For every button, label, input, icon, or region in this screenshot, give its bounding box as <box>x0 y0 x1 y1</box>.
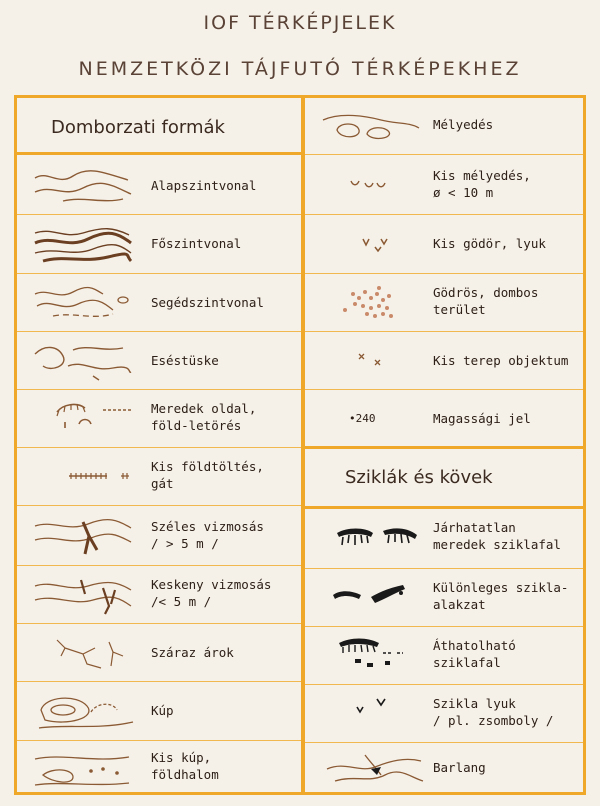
legend-row <box>17 682 301 741</box>
cave-icon <box>325 747 425 787</box>
legend-label: Mélyedés <box>433 117 494 132</box>
legend-row <box>17 448 301 506</box>
legend-row <box>17 566 301 624</box>
legend-label: Szikla lyuk / pl. zsomboly / <box>433 696 554 728</box>
legend-row <box>305 685 583 743</box>
pit-icon <box>361 237 391 251</box>
legend-row <box>305 627 583 685</box>
legend-label: Keskeny vizmosás /< 5 m / <box>151 577 272 609</box>
legend-label: Kis gödör, lyuk <box>433 236 546 251</box>
rocky-pit-icon <box>355 695 395 715</box>
special-feature-icon <box>357 352 387 368</box>
form-line-icon <box>33 286 133 320</box>
legend-label: Barlang <box>433 760 486 775</box>
spot-height-icon: •240 <box>349 412 376 425</box>
legend-label: Főszintvonal <box>151 236 242 251</box>
section-heading: Sziklák és kövek <box>345 467 493 488</box>
page-subtitle: NEMZETKÖZI TÁJFUTÓ TÉRKÉPEKHEZ <box>78 58 522 80</box>
legend-label: Száraz árok <box>151 645 234 660</box>
legend-row <box>305 509 583 569</box>
legend-row <box>305 274 583 332</box>
legend-row <box>305 569 583 627</box>
legend-row <box>17 390 301 448</box>
legend-label: Segédszintvonal <box>151 295 264 310</box>
wide-gully-icon <box>33 516 133 556</box>
narrow-gully-icon <box>33 576 133 616</box>
impassable-cliff-icon <box>335 523 425 557</box>
earth-wall-icon <box>67 470 137 482</box>
depression-icon <box>321 110 421 144</box>
legend-label: Széles vizmosás / > 5 m / <box>151 519 264 551</box>
legend-row <box>17 215 301 274</box>
legend-row <box>305 743 583 795</box>
legend-label: Áthatolható sziklafal <box>433 638 516 670</box>
legend-label: Kis terep objektum <box>433 353 569 368</box>
page-title: IOF TÉRKÉPJELEK <box>203 12 397 34</box>
rock-pillar-icon <box>331 581 411 611</box>
legend-label: Kúp <box>151 703 174 718</box>
index-contour-icon <box>33 225 133 265</box>
slope-line-icon <box>33 342 133 380</box>
legend-label: Különleges szikla- alakzat <box>433 580 569 612</box>
legend-row <box>305 98 583 155</box>
small-knoll-icon <box>33 749 133 789</box>
legend-label: Eséstüske <box>151 353 219 368</box>
section-heading: Domborzati formák <box>51 117 225 138</box>
legend-label: Gödrös, dombos terület <box>433 285 539 317</box>
knoll-icon <box>37 692 137 732</box>
legend-label: Meredek oldal, föld-letörés <box>151 401 257 433</box>
legend-label: Kis kúp, földhalom <box>151 750 219 782</box>
left-heading-cell <box>17 98 301 155</box>
legend-row <box>17 332 301 390</box>
left-column <box>17 98 301 792</box>
legend-row <box>17 506 301 566</box>
legend-row <box>17 741 301 795</box>
legend-row <box>17 155 301 215</box>
legend-row <box>305 390 583 449</box>
dry-ditch-icon <box>53 634 133 672</box>
earth-bank-icon <box>53 398 143 432</box>
legend-label: Járhatatlan meredek sziklafal <box>433 520 561 552</box>
passable-rock-face-icon <box>335 635 425 675</box>
right-heading-cell <box>305 449 583 509</box>
legend-row <box>17 624 301 682</box>
right-column <box>305 98 583 792</box>
contour-line-icon <box>33 168 133 204</box>
legend-label: Magassági jel <box>433 411 531 426</box>
small-depression-icon <box>349 177 389 189</box>
broken-ground-icon <box>341 284 401 324</box>
legend-label: Alapszintvonal <box>151 178 257 193</box>
legend-row <box>305 215 583 274</box>
legend-row <box>17 274 301 332</box>
legend-label: Kis földtöltés, gát <box>151 459 264 491</box>
legend-table <box>14 95 586 795</box>
legend-row <box>305 332 583 390</box>
legend-row <box>305 155 583 215</box>
legend-label: Kis mélyedés, ø < 10 m <box>433 168 531 200</box>
